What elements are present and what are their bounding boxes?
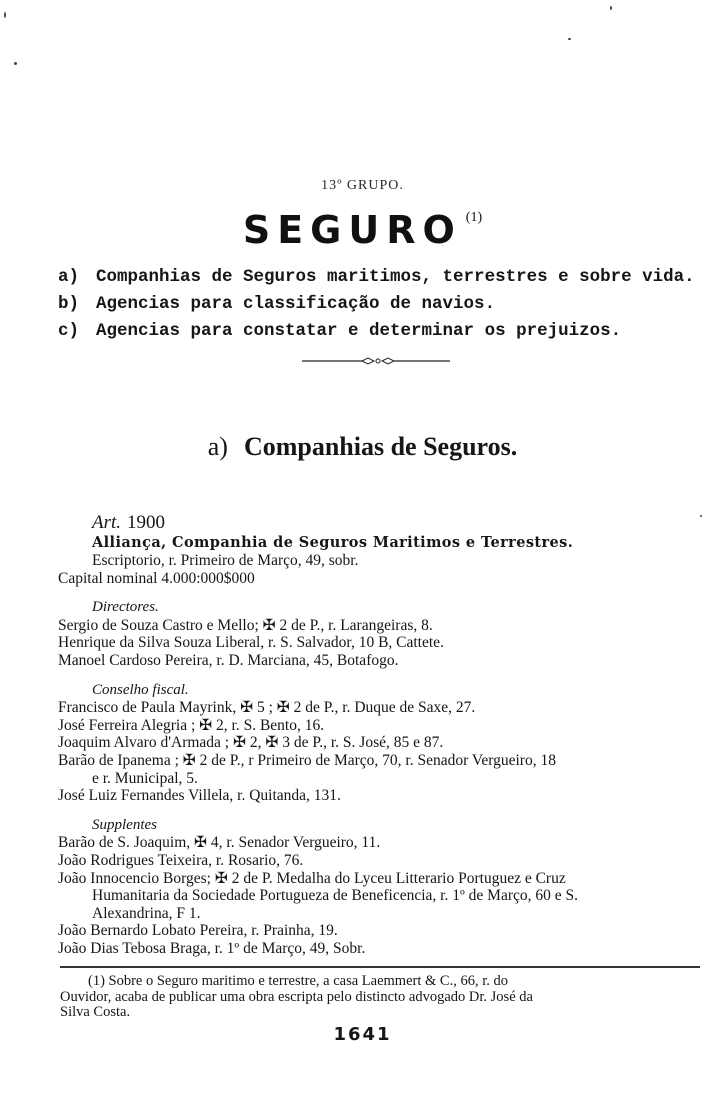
director-line: Henrique da Silva Souza Liberal, r. S. Salvador, 10 B, Cattete. bbox=[58, 634, 444, 652]
director-line: Manoel Cardoso Pereira, r. D. Marciana, 45, Botafogo. bbox=[58, 651, 399, 669]
subsection-item bbox=[58, 291, 658, 318]
capital-line: Capital nominal 4.000:000$000 bbox=[58, 569, 255, 587]
subsection-text: Companhias de Seguros maritimos, terrestres e sobre vida. bbox=[96, 267, 695, 287]
council-line: Barão de Ipanema ; ✠ 2 de P., r Primeiro de Março, 70, r. Senador Vergueiro, 18 bbox=[58, 751, 556, 769]
company-name: Alliança, Companhia de Seguros Maritimos e Terrestres. bbox=[92, 534, 574, 551]
ornamental-divider bbox=[302, 356, 450, 366]
council-heading: Conselho fiscal. bbox=[92, 681, 189, 698]
article-number: 1900 bbox=[127, 512, 166, 533]
scan-speck bbox=[610, 6, 612, 10]
council-line: Francisco de Paula Mayrink, ✠ 5 ; ✠ 2 de P., r. Duque de Saxe, 27. bbox=[58, 699, 476, 717]
page-number: 1641 bbox=[333, 1024, 392, 1045]
council-line: José Luiz Fernandes Villela, r. Quitanda, 131. bbox=[58, 787, 341, 805]
subsection-letter: b) bbox=[58, 294, 80, 314]
subsection-text: Agencias para constatar e determinar os prejuizos. bbox=[96, 321, 622, 341]
scan-speck bbox=[14, 62, 17, 65]
scan-speck bbox=[4, 12, 6, 18]
scan-speck bbox=[568, 38, 571, 40]
footnote-line: (1) Sobre o Seguro maritimo e terrestre, a casa Laemmert & C., 66, r. do bbox=[88, 973, 508, 989]
directors-heading: Directores. bbox=[92, 599, 159, 616]
article-line bbox=[92, 512, 698, 534]
section-letter: a) bbox=[207, 432, 228, 461]
council-line: José Ferreira Alegria ; ✠ 2, r. S. Bento, 16. bbox=[58, 716, 325, 734]
supplement-line: João Rodrigues Teixeira, r. Rosario, 76. bbox=[58, 851, 304, 869]
supplement-line: João Dias Tebosa Braga, r. 1º de Março, 49, Sobr. bbox=[58, 939, 366, 957]
council-line: Joaquim Alvaro d'Armada ; ✠ 2, ✠ 3 de P., r. S. José, 85 e 87. bbox=[58, 734, 444, 752]
subsection-item bbox=[58, 264, 695, 291]
council-line-continuation: e r. Municipal, 5. bbox=[92, 769, 198, 787]
company-entry bbox=[58, 512, 698, 957]
subsection-letter: c) bbox=[58, 321, 80, 341]
supplement-line-continuation: Humanitaria da Sociedade Portugueza de Beneficencia, r. 1º de Março, 60 e S. bbox=[92, 887, 578, 905]
footnote bbox=[60, 974, 700, 1021]
subsection-letter: a) bbox=[58, 267, 80, 287]
footnote-rule bbox=[60, 966, 700, 968]
group-label: 13º GRUPO. bbox=[321, 178, 404, 193]
section-name: Companhias de Seguros. bbox=[243, 432, 518, 461]
title-footnote-marker: (1) bbox=[465, 210, 483, 225]
footnote-line: Ouvidor, acaba de publicar uma obra escripta pelo distincto advogado Dr. José da bbox=[60, 988, 533, 1005]
subsection-list bbox=[58, 264, 695, 345]
subsection-text: Agencias para classificação de navios. bbox=[96, 294, 496, 314]
supplement-line: João Bernardo Lobato Pereira, r. Prainha, 19. bbox=[58, 922, 338, 940]
subsection-item bbox=[58, 318, 658, 345]
supplement-line: João Innocencio Borges; ✠ 2 de P. Medalha do Lyceu Litterario Portuguez e Cruz bbox=[58, 869, 566, 887]
footnote-line: Silva Costa. bbox=[60, 1004, 131, 1020]
director-line: Sergio de Souza Castro e Mello; ✠ 2 de P., r. Larangeiras, 8. bbox=[58, 616, 433, 634]
office-address: Escriptorio, r. Primeiro de Março, 49, sobr. bbox=[92, 552, 359, 569]
title-text: SEGURO bbox=[242, 208, 462, 252]
supplement-line: Barão de S. Joaquim, ✠ 4, r. Senador Vergueiro, 11. bbox=[58, 834, 381, 852]
article-label: Art. bbox=[92, 512, 122, 533]
page-title bbox=[0, 208, 725, 252]
section-heading bbox=[0, 432, 725, 462]
supplement-line-continuation: Alexandrina, F 1. bbox=[92, 904, 201, 922]
supplements-heading: Supplentes bbox=[92, 816, 157, 833]
scan-speck bbox=[700, 515, 702, 517]
